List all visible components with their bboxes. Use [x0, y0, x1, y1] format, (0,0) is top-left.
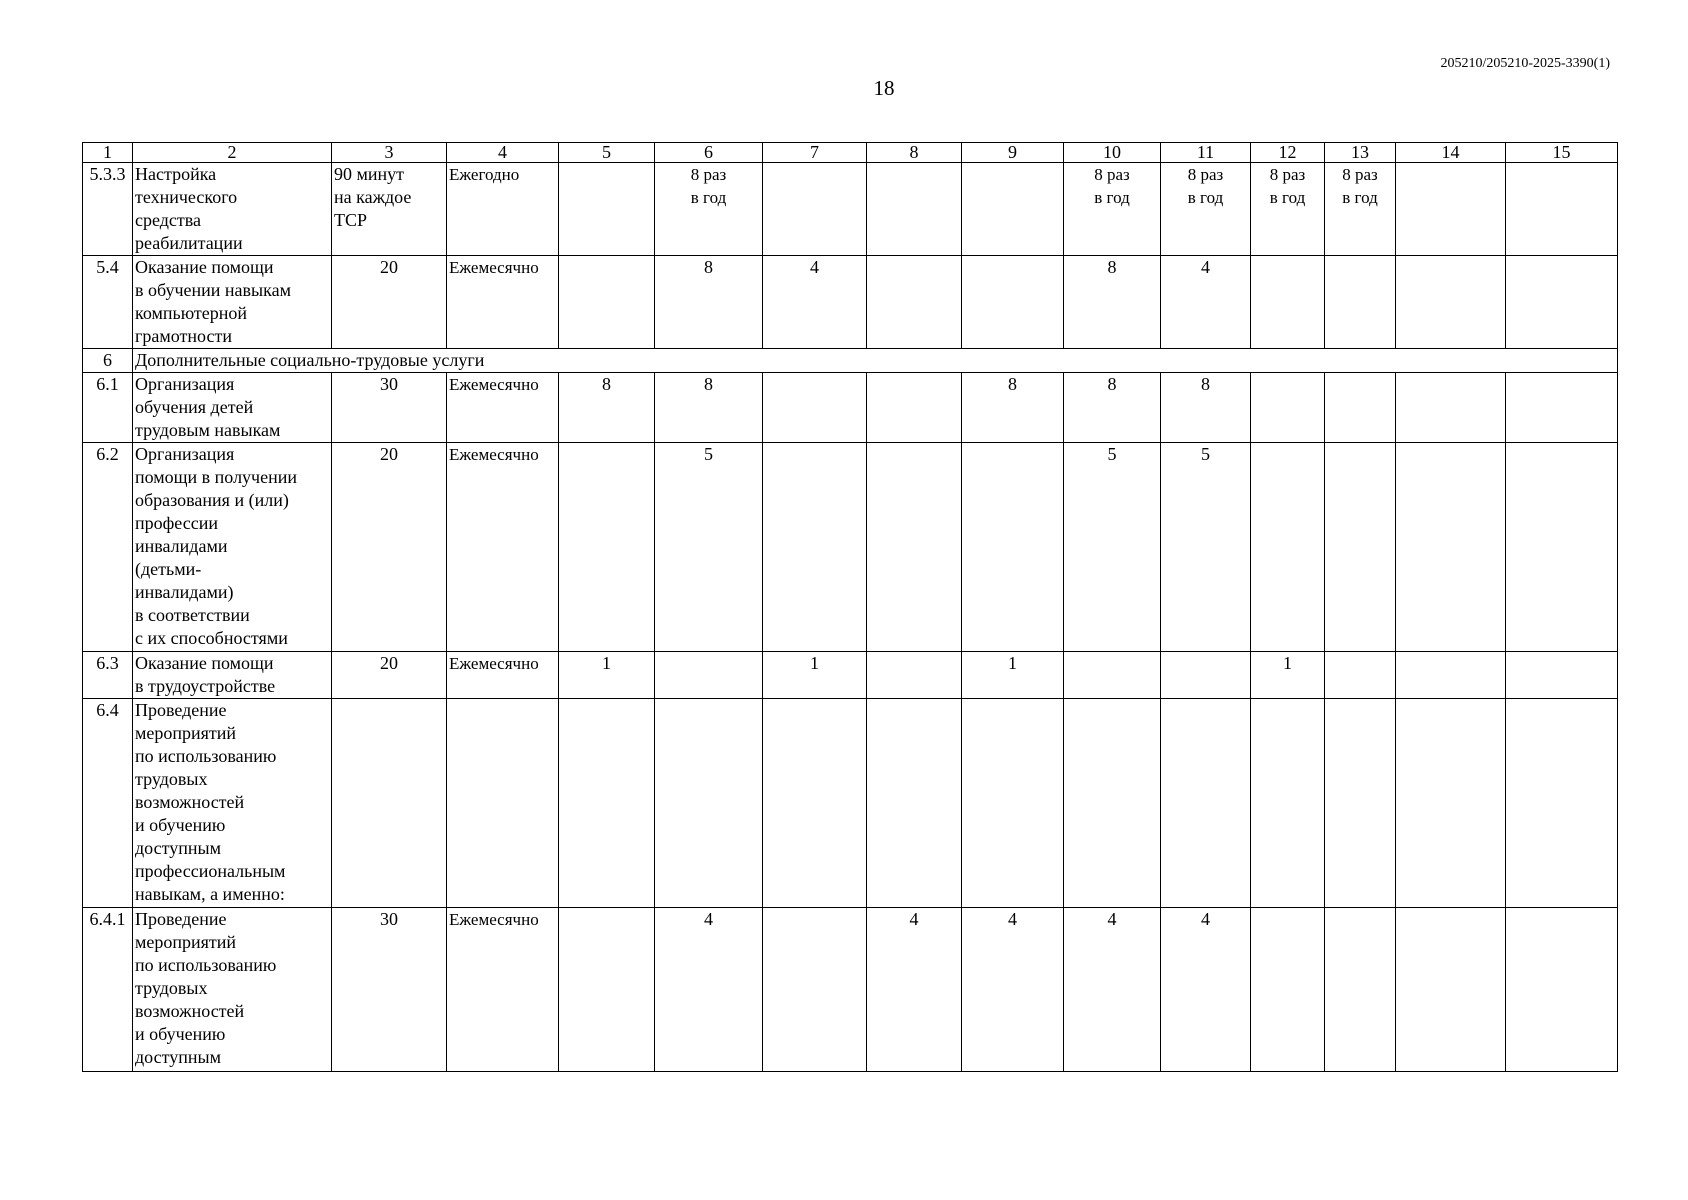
service-frequency: Ежемесячно	[447, 652, 559, 699]
item-number: 5.3.3	[83, 163, 133, 256]
value-cell	[1064, 699, 1161, 908]
value-cell	[559, 908, 655, 1072]
value-cell	[1396, 256, 1506, 349]
column-number: 7	[763, 143, 867, 163]
column-number: 10	[1064, 143, 1161, 163]
value-cell: 1	[559, 652, 655, 699]
value-cell	[1161, 652, 1251, 699]
value-cell	[962, 443, 1064, 652]
service-norm	[332, 699, 447, 908]
service-name: Оказание помощи в трудоустройстве	[133, 652, 332, 699]
value-cell	[962, 699, 1064, 908]
value-cell	[1161, 699, 1251, 908]
column-number: 6	[655, 143, 763, 163]
value-cell: 8 раз в год	[1251, 163, 1325, 256]
value-cell	[763, 373, 867, 443]
value-cell: 4	[867, 908, 962, 1072]
table-row	[83, 652, 1618, 699]
value-cell	[763, 908, 867, 1072]
value-cell: 4	[1064, 908, 1161, 1072]
document-id: 205210/205210-2025-3390(1)	[1440, 56, 1610, 71]
column-number: 3	[332, 143, 447, 163]
service-norm: 20	[332, 443, 447, 652]
value-cell: 8	[962, 373, 1064, 443]
value-cell	[1396, 163, 1506, 256]
table-row	[83, 908, 1618, 1072]
value-cell: 5	[1161, 443, 1251, 652]
value-cell	[867, 652, 962, 699]
value-cell	[1251, 908, 1325, 1072]
value-cell: 8 раз в год	[655, 163, 763, 256]
service-norm: 90 минут на каждое ТСР	[332, 163, 447, 256]
service-name: Проведение мероприятий по использованию трудовых возможностей и обучению доступным	[133, 908, 332, 1072]
value-cell	[962, 256, 1064, 349]
table-row	[83, 699, 1618, 908]
value-cell: 8	[1161, 373, 1251, 443]
value-cell	[1506, 163, 1618, 256]
column-number: 2	[133, 143, 332, 163]
value-cell	[559, 443, 655, 652]
value-cell: 8	[559, 373, 655, 443]
value-cell	[1325, 652, 1396, 699]
service-frequency	[447, 699, 559, 908]
value-cell	[1506, 908, 1618, 1072]
item-number: 6.2	[83, 443, 133, 652]
value-cell	[867, 699, 962, 908]
service-norm: 30	[332, 373, 447, 443]
value-cell	[1396, 699, 1506, 908]
value-cell	[867, 163, 962, 256]
column-number: 5	[559, 143, 655, 163]
value-cell	[1325, 256, 1396, 349]
value-cell	[1396, 373, 1506, 443]
column-number: 14	[1396, 143, 1506, 163]
value-cell	[1506, 652, 1618, 699]
value-cell	[655, 652, 763, 699]
value-cell: 5	[1064, 443, 1161, 652]
service-norm: 20	[332, 652, 447, 699]
column-number: 13	[1325, 143, 1396, 163]
value-cell: 5	[655, 443, 763, 652]
section-number: 6	[83, 349, 133, 373]
service-norm: 20	[332, 256, 447, 349]
value-cell	[1251, 699, 1325, 908]
value-cell: 8 раз в год	[1161, 163, 1251, 256]
value-cell: 4	[1161, 256, 1251, 349]
value-cell: 8	[1064, 373, 1161, 443]
value-cell: 8	[655, 373, 763, 443]
value-cell	[1325, 373, 1396, 443]
service-name: Оказание помощи в обучении навыкам компьютерной грамотности	[133, 256, 332, 349]
value-cell	[1396, 652, 1506, 699]
value-cell	[962, 163, 1064, 256]
value-cell: 1	[763, 652, 867, 699]
value-cell	[559, 256, 655, 349]
service-name: Проведение мероприятий по использованию трудовых возможностей и обучению доступным профессиональным навыкам, а именно:	[133, 699, 332, 908]
item-number: 5.4	[83, 256, 133, 349]
value-cell: 1	[962, 652, 1064, 699]
value-cell: 1	[1251, 652, 1325, 699]
service-name: Организация помощи в получении образования и (или) профессии инвалидами (детьми- инвалидами) в соответствии с их способностями	[133, 443, 332, 652]
column-number: 11	[1161, 143, 1251, 163]
section-title: Дополнительные социально-трудовые услуги	[133, 349, 1618, 373]
value-cell	[1325, 908, 1396, 1072]
value-cell	[1064, 652, 1161, 699]
column-number-row	[83, 143, 1618, 163]
value-cell	[1251, 443, 1325, 652]
value-cell: 8	[655, 256, 763, 349]
value-cell	[1506, 443, 1618, 652]
item-number: 6.4	[83, 699, 133, 908]
column-number: 1	[83, 143, 133, 163]
section-row	[83, 349, 1618, 373]
service-frequency: Ежемесячно	[447, 908, 559, 1072]
column-number: 12	[1251, 143, 1325, 163]
value-cell	[1506, 256, 1618, 349]
value-cell	[1251, 373, 1325, 443]
value-cell: 8 раз в год	[1325, 163, 1396, 256]
value-cell	[763, 163, 867, 256]
service-frequency: Ежегодно	[447, 163, 559, 256]
value-cell: 4	[962, 908, 1064, 1072]
value-cell	[655, 699, 763, 908]
item-number: 6.3	[83, 652, 133, 699]
service-name: Организация обучения детей трудовым навыкам	[133, 373, 332, 443]
item-number: 6.4.1	[83, 908, 133, 1072]
column-number: 15	[1506, 143, 1618, 163]
table-row	[83, 256, 1618, 349]
value-cell	[559, 699, 655, 908]
column-number: 9	[962, 143, 1064, 163]
column-number: 4	[447, 143, 559, 163]
table-body	[83, 143, 1618, 1072]
value-cell	[1325, 443, 1396, 652]
value-cell	[763, 443, 867, 652]
value-cell	[1325, 699, 1396, 908]
column-number: 8	[867, 143, 962, 163]
service-frequency: Ежемесячно	[447, 443, 559, 652]
table-row	[83, 373, 1618, 443]
service-frequency: Ежемесячно	[447, 373, 559, 443]
value-cell: 4	[763, 256, 867, 349]
table-row	[83, 163, 1618, 256]
item-number: 6.1	[83, 373, 133, 443]
service-name: Настройка технического средства реабилитации	[133, 163, 332, 256]
value-cell	[559, 163, 655, 256]
service-frequency: Ежемесячно	[447, 256, 559, 349]
value-cell: 4	[655, 908, 763, 1072]
value-cell	[763, 699, 867, 908]
value-cell: 4	[1161, 908, 1251, 1072]
value-cell	[867, 373, 962, 443]
value-cell	[1396, 908, 1506, 1072]
value-cell: 8	[1064, 256, 1161, 349]
page-number: 18	[873, 76, 895, 100]
value-cell	[1396, 443, 1506, 652]
services-table	[82, 142, 1618, 1072]
value-cell	[1506, 699, 1618, 908]
value-cell	[867, 256, 962, 349]
value-cell	[1251, 256, 1325, 349]
table-row	[83, 443, 1618, 652]
value-cell: 8 раз в год	[1064, 163, 1161, 256]
service-norm: 30	[332, 908, 447, 1072]
value-cell	[867, 443, 962, 652]
value-cell	[1506, 373, 1618, 443]
